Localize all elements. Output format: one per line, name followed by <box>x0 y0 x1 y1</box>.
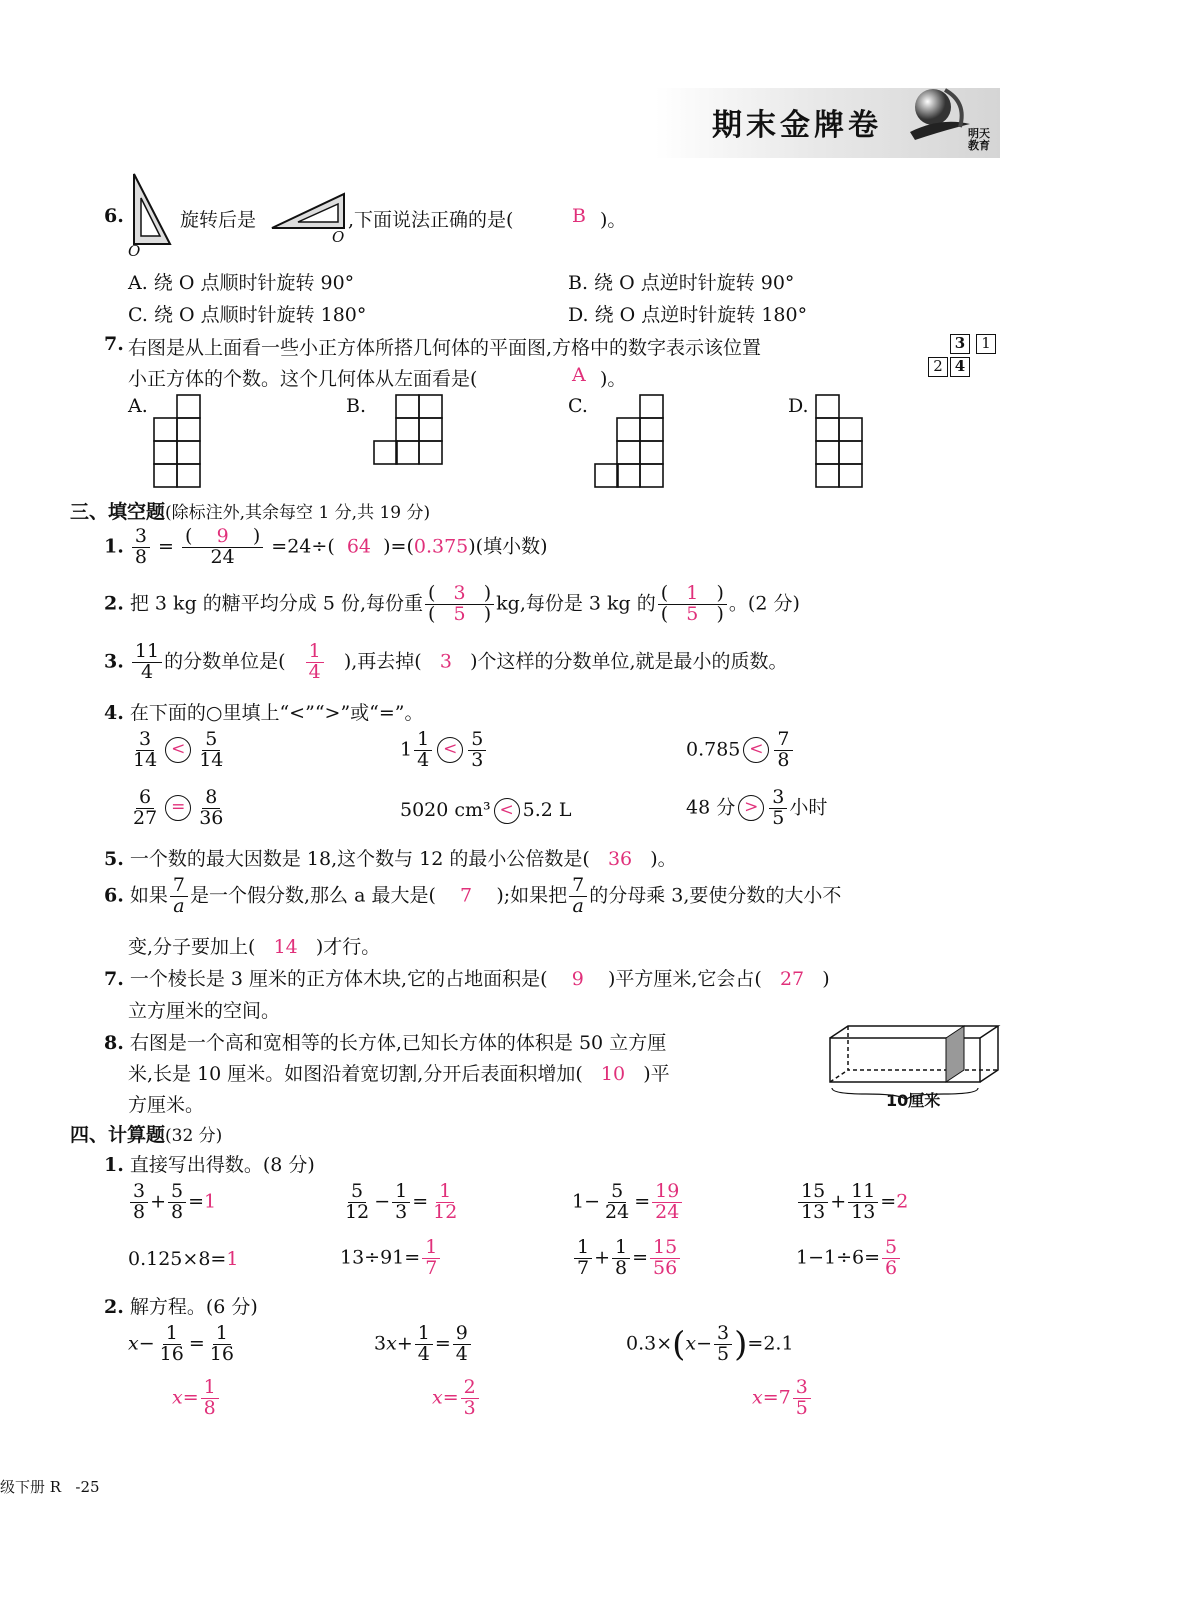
q6-option-d: D. 绕 O 点逆时针旋转 180° <box>568 304 808 326</box>
compare-2: 1 $\frac{1}{4}$ < $\frac{5}{3}$ <box>400 730 488 771</box>
q6-number: 6. <box>104 205 124 227</box>
equation-3-solution: x=7 $\frac{3}{5}$ <box>752 1378 813 1419</box>
equals: = <box>158 535 174 558</box>
compare-6: 48 分 > $\frac{3}{5}$ 小时 <box>686 786 828 829</box>
answer: 0.375 <box>413 535 469 558</box>
item-number: 3. <box>104 650 124 673</box>
text: 。(2 分) <box>728 592 800 615</box>
section-title: 三、填空题 <box>70 501 166 523</box>
grid-cell: 3 <box>950 334 970 354</box>
fill-5: 5. 一个数的最大因数是 18,这个数与 12 的最小公倍数是( 36 )。 <box>104 848 677 870</box>
fraction: $\frac{3}{8}$ <box>132 527 150 568</box>
page-title: 期末金牌卷 <box>712 108 882 143</box>
answer-fraction: $\frac{( 1 )}{( 5 )}$ <box>658 584 727 625</box>
section-4-heading: 四、计算题(32 分) <box>70 1124 223 1146</box>
fill-8-line3: 方厘米。 <box>128 1094 205 1116</box>
equation-1: x− $\frac{1}{16}$ = $\frac{1}{16}$ <box>128 1322 234 1365</box>
calc-item: 13÷91= $\frac{1}{7}$ <box>340 1238 442 1279</box>
q6-option-c: C. 绕 O 点顺时针旋转 180° <box>128 304 367 326</box>
answer-fraction: $\frac{1}{4}$ <box>306 642 324 683</box>
option-d-figure <box>814 393 866 489</box>
compare-circle: < <box>437 737 463 763</box>
q6-text-3: )。 <box>600 209 627 231</box>
fill-6: 6. 如果 $\frac{7}{a}$ 是一个假分数,那么 a 最大是( 7 );如果把 $\frac{7}{a}$ 的分母乘 3,要使分数的大小不 <box>104 874 842 917</box>
calc-1-heading: 1. 直接写出得数。(8 分) <box>104 1154 315 1176</box>
rotated-ruler-icon <box>268 190 350 232</box>
compare-3: 0.785 < $\frac{7}{8}$ <box>686 730 795 771</box>
section-3-heading <box>70 497 430 524</box>
answer: 3 <box>439 650 452 673</box>
text: 把 3 kg 的糖平均分成 5 份,每份重 <box>129 592 423 615</box>
calc-item: 1−1÷6= $\frac{5}{6}$ <box>796 1238 902 1279</box>
grid-cell: 1 <box>976 334 996 354</box>
fill-1 <box>104 527 548 568</box>
q7-number: 7. <box>104 333 124 355</box>
fill-7-line2: 立方厘米的空间。 <box>128 1000 281 1022</box>
fill-7: 7. 一个棱长是 3 厘米的正方体木块,它的占地面积是( 9 )平方厘米,它会占( 27 ) <box>104 968 830 990</box>
text: =24÷( <box>271 535 335 558</box>
q7-line1: 右图是从上面看一些小正方体所搭几何体的平面图,方格中的数字表示该位置 <box>128 337 762 359</box>
footer: 级下册 R -25 <box>0 1478 100 1496</box>
fill-2 <box>104 584 800 625</box>
q6-option-a: A. 绕 O 点顺时针旋转 90° <box>128 272 355 294</box>
text: )个这样的分数单位,就是最小的质数。 <box>470 650 788 673</box>
compare-5: 5020 cm³ < 5.2 L <box>400 798 572 824</box>
fill-4 <box>104 698 424 725</box>
fill-3 <box>104 642 788 683</box>
compare-circle: < <box>743 737 769 763</box>
q6-o-label-2: O <box>332 228 345 246</box>
answer-fraction: $\frac{( 9 )}{24}$ <box>182 527 263 568</box>
option-c-figure <box>593 393 667 489</box>
compare-circle: = <box>165 795 191 821</box>
calc-item: $\frac{3}{8}$ + $\frac{5}{8}$ =1 <box>128 1182 216 1223</box>
triangle-ruler-icon <box>128 172 174 252</box>
item-number: 4. <box>104 702 124 724</box>
q6-option-b: B. 绕 O 点逆时针旋转 90° <box>568 272 795 294</box>
text: ),再去掉( <box>343 650 422 673</box>
q6-text-1: 旋转后是 <box>180 209 257 231</box>
q7-option-d: D. <box>788 395 809 417</box>
calc-item: 1− $\frac{5}{24}$ = $\frac{19}{24}$ <box>572 1182 684 1223</box>
q7-answer: A <box>572 364 586 386</box>
option-b-figure <box>372 393 446 467</box>
calc-2-heading: 2. 解方程。(6 分) <box>104 1296 258 1318</box>
equation-2: 3x+ $\frac{1}{4}$ = $\frac{9}{4}$ <box>374 1324 473 1365</box>
text: kg,每份是 3 kg 的 <box>496 592 656 615</box>
calc-item: $\frac{1}{7}$ + $\frac{1}{8}$ = $\frac{15}{56}$ <box>572 1238 682 1279</box>
equation-2-solution: x= $\frac{2}{3}$ <box>432 1378 481 1419</box>
compare-circle: < <box>494 798 520 824</box>
text: )=( <box>383 535 414 558</box>
q7-option-b: B. <box>346 395 367 417</box>
q6-o-label-1: O <box>128 242 141 260</box>
equation-1-solution: x= $\frac{1}{8}$ <box>172 1378 221 1419</box>
option-a-figure <box>152 393 204 489</box>
compare-circle: < <box>165 737 191 763</box>
item-number: 2. <box>104 592 124 615</box>
answer: 64 <box>346 535 372 558</box>
compare-4: $\frac{6}{27}$ = $\frac{8}{36}$ <box>133 786 224 829</box>
calc-item: 0.125×8=1 <box>128 1248 239 1270</box>
q6-answer: B <box>572 205 586 227</box>
calc-item: $\frac{5}{12}$ − $\frac{1}{3}$ = $\frac{1}{12}$ <box>345 1180 458 1223</box>
answer-fraction: $\frac{( 3 )}{( 5 )}$ <box>425 584 494 625</box>
compare-1: $\frac{3}{14}$ < $\frac{5}{14}$ <box>133 728 224 771</box>
text: )(填小数) <box>468 535 548 558</box>
compare-circle: > <box>738 795 764 821</box>
item-number: 1. <box>104 535 124 558</box>
logo-icon <box>905 82 975 152</box>
calc-item: $\frac{15}{13}$ + $\frac{11}{13}$ =2 <box>796 1182 908 1223</box>
fraction: $\frac{11}{4}$ <box>132 642 162 683</box>
grid-cell: 4 <box>950 357 970 377</box>
fill-8-line2: 米,长是 10 厘米。如图沿着宽切割,分开后表面积增加( 10 )平 <box>128 1063 670 1085</box>
fill-8: 8. 右图是一个高和宽相等的长方体,已知长方体的体积是 50 立方厘 <box>104 1032 667 1054</box>
text: 的分数单位是( <box>164 650 286 673</box>
q7-line2b: )。 <box>600 368 627 390</box>
equation-3: 0.3×(x− $\frac{3}{5}$ )=2.1 <box>626 1322 794 1365</box>
brand-text: 明天教育 <box>968 127 990 152</box>
q7-option-a: A. <box>128 395 148 417</box>
q7-line2a: 小正方体的个数。这个几何体从左面看是( <box>128 368 478 390</box>
text: 在下面的○里填上“<”“>”或“=”。 <box>129 702 424 724</box>
q6-text-2: ,下面说法正确的是( <box>348 209 514 231</box>
q7-option-c: C. <box>568 395 588 417</box>
fill-6-line2: 变,分子要加上( 14 )才行。 <box>128 936 381 958</box>
section-note: (除标注外,其余每空 1 分,共 19 分) <box>165 503 431 523</box>
cuboid-length-label: 10厘米 <box>886 1091 941 1110</box>
grid-cell: 2 <box>928 357 948 377</box>
